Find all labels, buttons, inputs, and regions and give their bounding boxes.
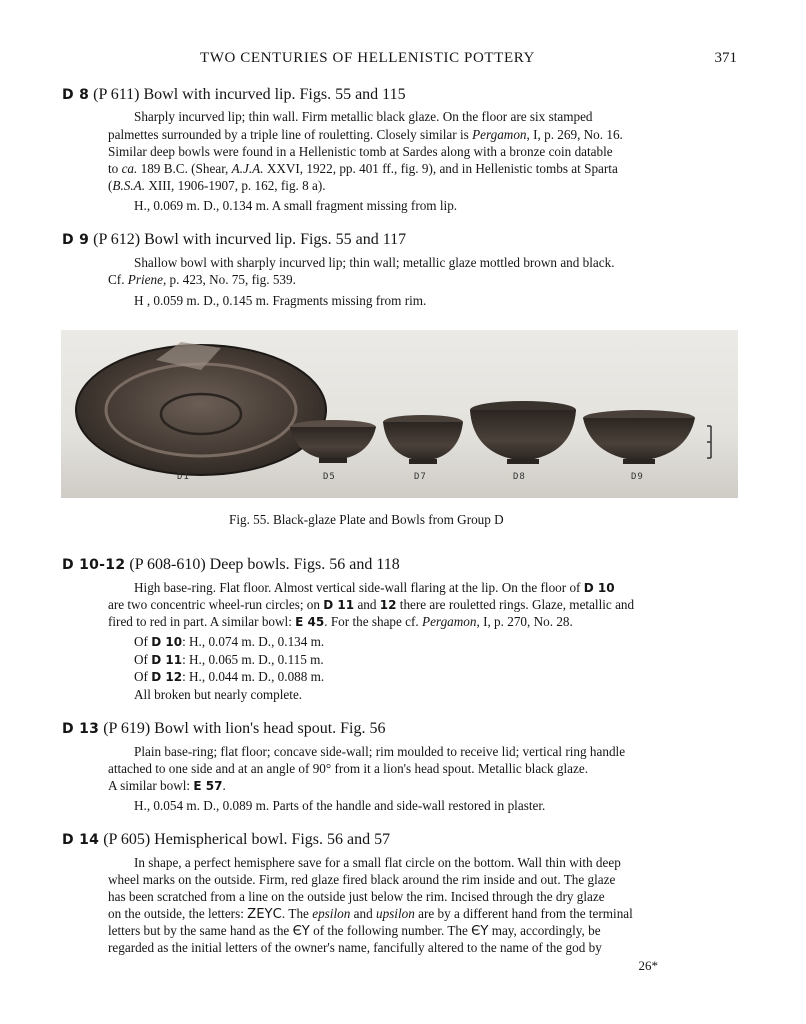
text: , I, p. 269, No. 16.	[526, 127, 623, 142]
incised-letters: ΖΕΥϹ	[247, 907, 282, 922]
entry-title: (P 605) Hemispherical bowl. Figs. 56 and 57	[103, 831, 391, 848]
figure-label: D1	[177, 472, 190, 482]
text: : H., 0.065 m. D., 0.115 m.	[182, 652, 324, 667]
text: XIII, 1906-1907, p. 162, fig. 8 a).	[145, 178, 326, 193]
catalogue-number: D 13	[62, 721, 100, 737]
text: may, accordingly, be	[488, 923, 601, 938]
dimensions: H., 0.069 m. D., 0.134 m. A small fragment missing from lip.	[134, 198, 458, 213]
bowl-d8	[470, 401, 576, 464]
text: High base-ring. Flat floor. Almost vertical side-wall flaring at the lip. On the floor of	[134, 580, 584, 595]
text-line: Similar deep bowls were found in a Hellenistic tomb at Sardes along with a bronze coin datable	[108, 144, 613, 159]
bowl-d7	[383, 415, 463, 464]
text-line	[108, 127, 623, 143]
text: : H., 0.044 m. D., 0.088 m.	[182, 669, 325, 684]
text: are two concentric wheel-run circles; on	[108, 597, 324, 612]
figure-label: D7	[414, 472, 427, 482]
italic-ref: Priene	[127, 272, 163, 287]
text: there are rouletted rings. Glaze, metallic and	[396, 597, 635, 612]
text-line	[108, 778, 226, 794]
entry-heading	[62, 831, 390, 849]
catalogue-number: D 9	[62, 232, 90, 248]
text: Of	[134, 634, 152, 649]
italic-ref: A.J.A.	[231, 161, 264, 176]
incised-letters: ЄΥ	[471, 924, 489, 939]
dimensions	[134, 634, 324, 650]
text: of the following number. The	[309, 923, 472, 938]
text: , I, p. 270, No. 28.	[476, 614, 573, 629]
dimensions	[134, 669, 324, 685]
catalogue-ref: E 45	[295, 615, 325, 629]
italic-ref: Pergamon	[472, 127, 527, 142]
figure-caption: Fig. 55. Black-glaze Plate and Bowls from Group D	[229, 512, 504, 527]
text-line: regarded as the initial letters of the owner's name, fancifully altered to the name of the god by	[108, 940, 602, 955]
text: Of	[134, 669, 152, 684]
text-line	[108, 161, 618, 177]
text: and	[354, 597, 380, 612]
text-line	[108, 597, 634, 613]
catalogue-ref: D 11	[323, 598, 355, 612]
catalogue-number: D 8	[62, 87, 90, 103]
text-line	[108, 906, 633, 922]
italic-term: epsilon	[312, 906, 351, 921]
running-title: TWO CENTURIES OF HELLENISTIC POTTERY	[200, 50, 535, 66]
text: (	[108, 178, 113, 193]
text: A similar bowl:	[108, 778, 194, 793]
text: , p. 423, No. 75, fig. 539.	[162, 272, 296, 287]
text-line: Shallow bowl with sharply incurved lip; thin wall; metallic glaze mottled brown and black.	[134, 255, 615, 270]
bowl-d9	[583, 410, 695, 464]
text: and	[350, 906, 376, 921]
text-line	[108, 272, 296, 288]
dimensions: H., 0.054 m. D., 0.089 m. Parts of the handle and side-wall restored in plaster.	[134, 798, 546, 813]
text-line: Sharply incurved lip; thin wall. Firm metallic black glaze. On the floor are six stamped	[134, 109, 593, 124]
italic-ref: ca.	[121, 161, 138, 176]
figure-label: D8	[513, 472, 526, 482]
entry-heading	[62, 720, 385, 738]
text: . The	[281, 906, 313, 921]
text: : H., 0.074 m. D., 0.134 m.	[182, 634, 325, 649]
text: 189 B.C. (Shear,	[137, 161, 232, 176]
incised-letters: ЄΥ	[292, 924, 310, 939]
dimensions	[134, 652, 324, 668]
italic-ref: Pergamon	[422, 614, 477, 629]
text-line	[108, 178, 326, 194]
text: to	[108, 161, 122, 176]
condition-note: All broken but nearly complete.	[134, 687, 303, 702]
text-line: attached to one side and at an angle of 90° from it a lion's head spout. Metallic black glaze.	[108, 761, 589, 776]
catalogue-ref: D 10	[151, 635, 183, 649]
catalogue-number: D 14	[62, 832, 100, 848]
entry-title: (P 612) Bowl with incurved lip. Figs. 55 and 117	[93, 231, 407, 248]
text: . For the shape cf.	[324, 614, 423, 629]
entry-heading	[62, 556, 400, 574]
text-line	[108, 923, 601, 939]
text-line: Plain base-ring; flat floor; concave side-wall; rim moulded to receive lid; vertical ring handle	[134, 744, 626, 759]
text: fired to red in part. A similar bowl:	[108, 614, 296, 629]
italic-term: upsilon	[375, 906, 415, 921]
text: XXVI, 1922, pp. 401 ff., fig. 9), and in Hellenistic tombs at Sparta	[263, 161, 618, 176]
signature-mark: 26*	[638, 958, 658, 973]
entry-heading	[62, 231, 406, 249]
scale-bar	[707, 426, 711, 458]
entry-title: (P 619) Bowl with lion's head spout. Fig. 56	[103, 720, 386, 737]
text-line: wheel marks on the outside. Firm, red glaze fired black around the rim inside and out. The glaze	[108, 872, 616, 887]
catalogue-ref: D 12	[151, 670, 183, 684]
text: letters but by the same hand as the	[108, 923, 293, 938]
text: Of	[134, 652, 152, 667]
catalogue-ref: D 10	[583, 581, 615, 595]
text-line: In shape, a perfect hemisphere save for a small flat circle on the bottom. Wall thin with deep	[134, 855, 621, 870]
text: palmettes surrounded by a triple line of rouletting. Closely similar is	[108, 127, 473, 142]
figure-label: D9	[631, 472, 644, 482]
text-line	[134, 580, 615, 596]
pottery-photograph	[61, 330, 738, 498]
entry-title: (P 611) Bowl with incurved lip. Figs. 55 and 115	[93, 86, 406, 103]
page-number: 371	[714, 50, 737, 66]
entry-title: (P 608-610) Deep bowls. Figs. 56 and 118	[129, 556, 400, 573]
text: .	[222, 778, 226, 793]
catalogue-ref: E 57	[193, 779, 223, 793]
text: Cf.	[108, 272, 128, 287]
text-line	[108, 614, 573, 630]
catalogue-ref: D 11	[151, 653, 183, 667]
catalogue-number: D 10-12	[62, 557, 126, 573]
text-line: has been scratched from a line on the outside just below the rim. Incised through the dry glaze	[108, 889, 605, 904]
plate-d1	[76, 342, 326, 475]
dimensions: H , 0.059 m. D., 0.145 m. Fragments missing from rim.	[134, 293, 427, 308]
text: on the outside, the letters:	[108, 906, 248, 921]
figure-label: D5	[323, 472, 336, 482]
entry-heading	[62, 86, 406, 104]
text: are by a different hand from the terminal	[414, 906, 633, 921]
running-head	[0, 50, 806, 70]
catalogue-ref: 12	[379, 598, 397, 612]
italic-ref: B.S.A.	[112, 178, 146, 193]
bowl-d5	[290, 420, 376, 463]
